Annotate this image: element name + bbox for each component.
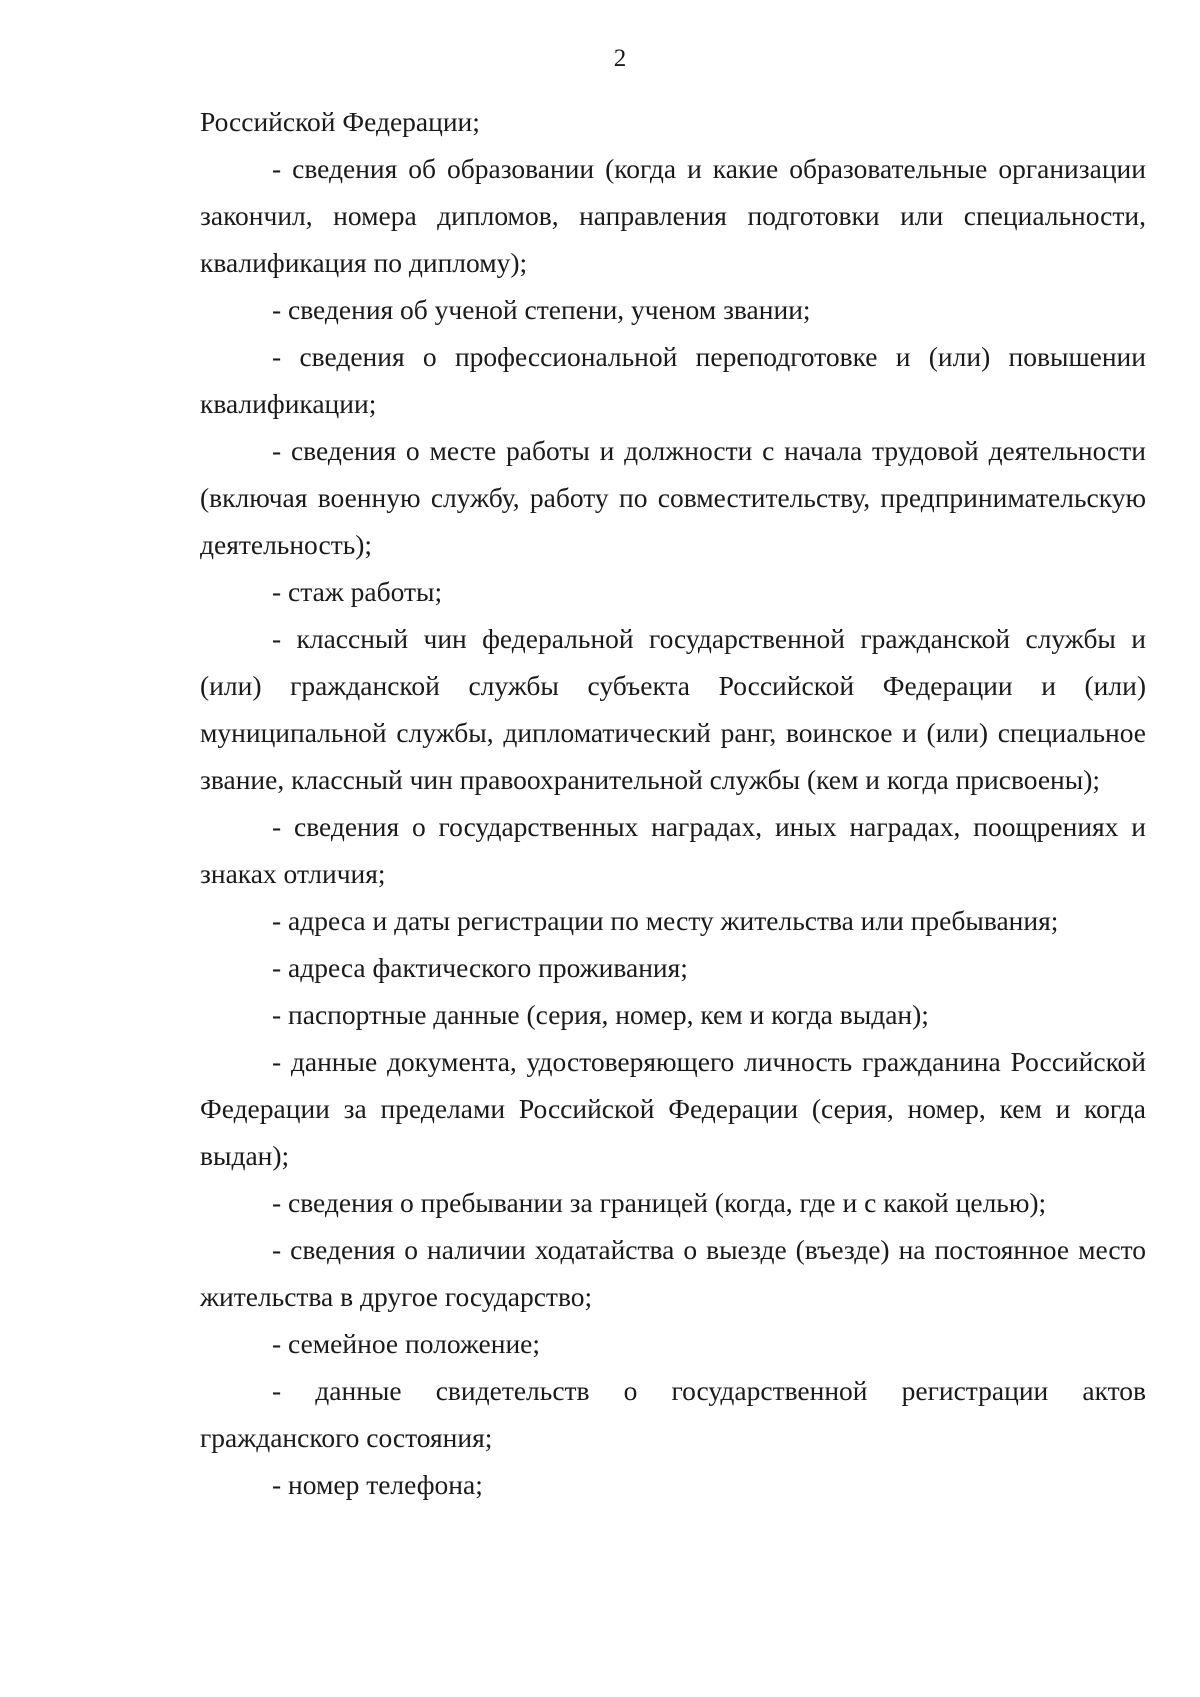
- list-item-emigration-petition: - сведения о наличии ходатайства о выезде (въезде) на постоянное место жительства в другое государство;: [200, 1234, 1146, 1312]
- list-item-marital-status: - семейное положение;: [272, 1328, 541, 1359]
- list-item-phone-number: - номер телефона;: [272, 1469, 483, 1500]
- list-item-retraining: - сведения о профессиональной переподготовке и (или) повышении квалификации;: [200, 341, 1146, 419]
- list-item-work-history: - сведения о месте работы и должности с начала трудовой деятельности (включая военную службу, работу по совместительству, предпринимательскую деятельность);: [200, 435, 1146, 560]
- list-item-class-rank: - классный чин федеральной государственной гражданской службы и (или) гражданской службы субъекта Российской Федерации и (или) муниципальной службы, дипломатический ранг, воинское и (или) специальное звание, классный чин правоохранительной службы (кем и когда присвоены);: [200, 623, 1146, 795]
- list-item-education: - сведения об образовании (когда и какие образовательные организации закончил, номера дипломов, направления подготовки или специальности, квалификация по диплому);: [200, 153, 1146, 278]
- list-item-passport: - паспортные данные (серия, номер, кем и когда выдан);: [272, 999, 929, 1030]
- page-number: 2: [613, 45, 627, 72]
- list-item-foreign-passport: - данные документа, удостоверяющего личность гражданина Российской Федерации за пределами Российской Федерации (серия, номер, кем и когда выдан);: [200, 1046, 1146, 1171]
- list-item-actual-address: - адреса фактического проживания;: [272, 952, 688, 983]
- document-body: [200, 98, 1146, 1508]
- paragraph-continuation: Российской Федерации;: [200, 106, 480, 137]
- list-item-stay-abroad: - сведения о пребывании за границей (когда, где и с какой целью);: [272, 1187, 1047, 1218]
- list-item-civil-status-certificates: - данные свидетельств о государственной регистрации актов гражданского состояния;: [200, 1375, 1146, 1453]
- list-item-academic-degree: - сведения об ученой степени, ученом звании;: [272, 294, 811, 325]
- list-item-awards: - сведения о государственных наградах, иных наградах, поощрениях и знаках отличия;: [200, 811, 1146, 889]
- list-item-registration-address: - адреса и даты регистрации по месту жительства или пребывания;: [272, 905, 1059, 936]
- list-item-work-experience: - стаж работы;: [272, 576, 443, 607]
